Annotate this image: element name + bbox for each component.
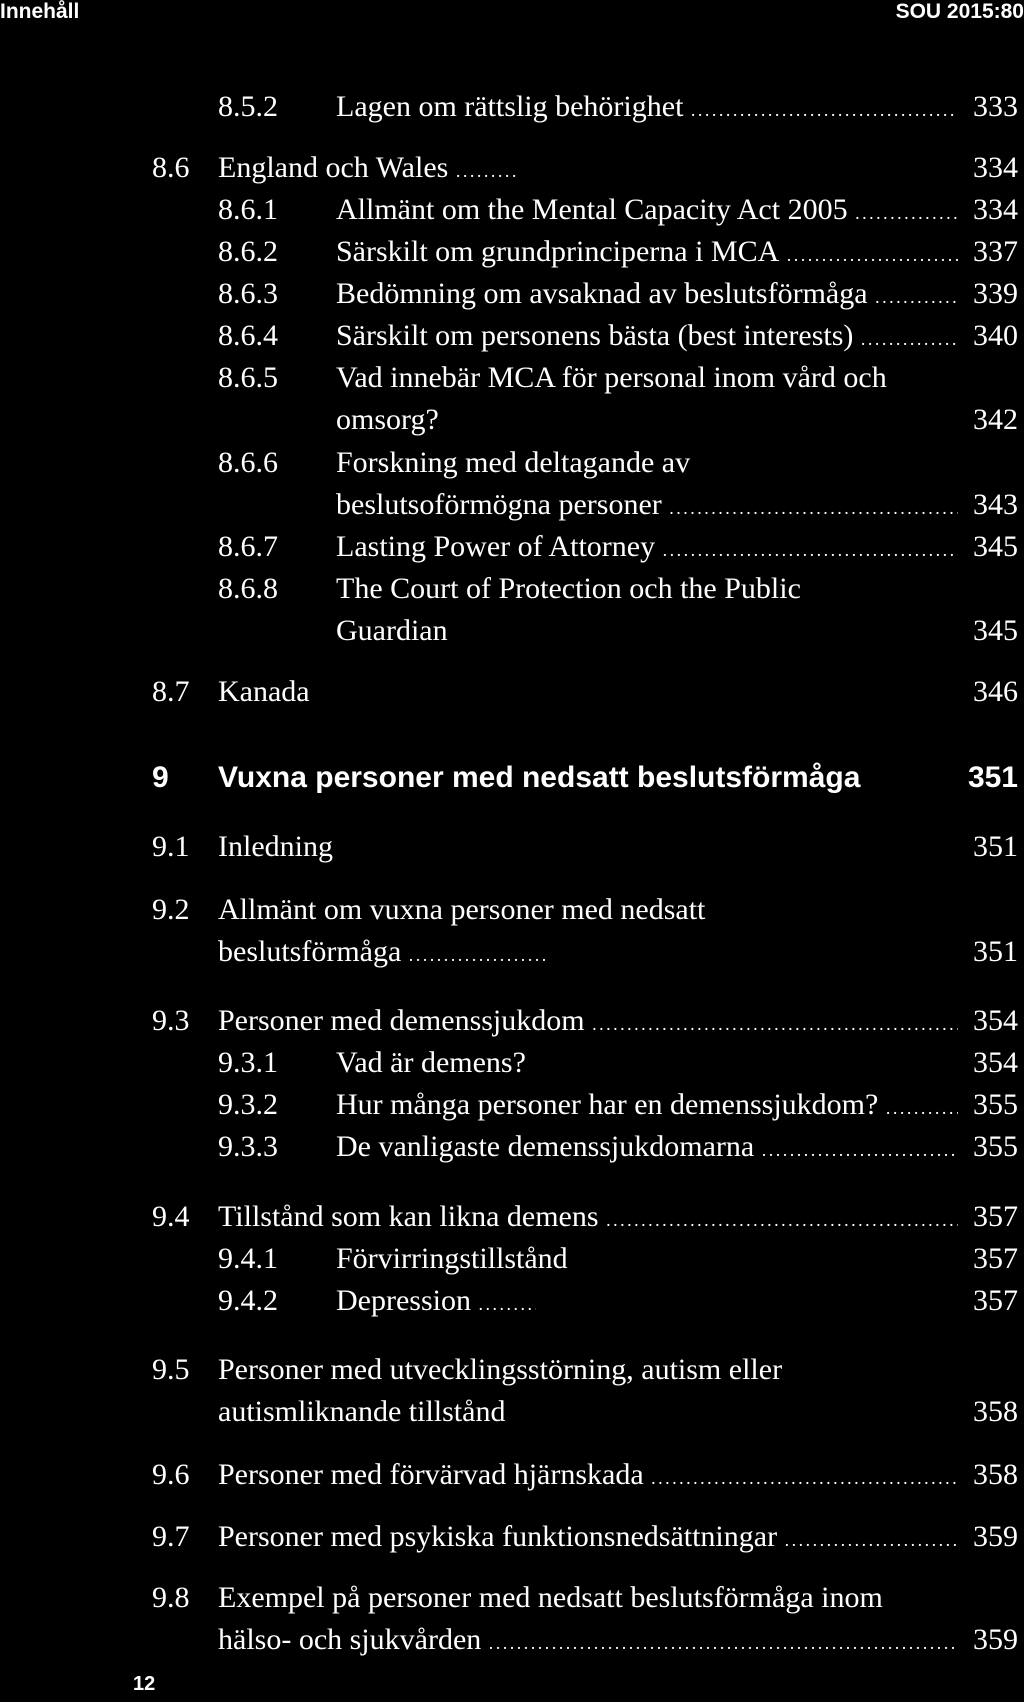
toc-entry-number: 8.6.6 [218, 446, 278, 479]
toc-entry-title: Lasting Power of Attorney . . . [336, 527, 958, 570]
toc-entry-title: Personer med demenssjukdom . . . [218, 1001, 958, 1044]
toc-entry-page: 355 [973, 1130, 1018, 1163]
toc-entry-title-line2: omsorg? [336, 403, 439, 436]
toc-entry-title: Vad innebär MCA för personal inom vård och [336, 361, 887, 394]
toc-entry-title: Kanada [218, 675, 310, 708]
toc-entry-page: 357 [973, 1200, 1018, 1233]
toc-entry-title: Personer med psykiska funktionsnedsättningar . . . [218, 1517, 958, 1560]
toc-entry-title: Depression . . . [336, 1281, 536, 1324]
toc-entry-title-line2: autismliknande tillstånd [218, 1395, 506, 1428]
toc-entry-number: 9.8 [152, 1581, 190, 1614]
toc-entry-page: 337 [973, 235, 1018, 268]
toc-entry-title: England och Wales . . . [218, 148, 518, 191]
toc-entry-page: 339 [973, 277, 1018, 310]
toc-entry-title: Allmänt om the Mental Capacity Act 2005 . . . [336, 190, 958, 233]
toc-entry-page: 351 [973, 830, 1018, 863]
toc-entry-page: 359 [973, 1623, 1018, 1656]
toc-entry-number: 9.3.3 [218, 1130, 278, 1163]
page-number: 12 [133, 1673, 156, 1695]
toc-entry-title-line2: beslutsoförmögna personer . . . [336, 485, 958, 528]
toc-entry-page: 334 [973, 151, 1018, 184]
toc-entry-page: 357 [973, 1284, 1018, 1317]
toc-entry-page: 343 [973, 488, 1018, 521]
toc-entry-title: Tillstånd som kan likna demens . . . [218, 1197, 958, 1240]
toc-entry-number: 9.3 [152, 1004, 190, 1037]
toc-entry-page: 354 [973, 1004, 1018, 1037]
toc-entry-title-line2: beslutsförmåga . . . [218, 932, 548, 975]
toc-entry-title: Personer med förvärvad hjärnskada . . . [218, 1455, 958, 1498]
toc-entry-number: 9.7 [152, 1520, 190, 1553]
toc-entry-page: 342 [973, 403, 1018, 436]
toc-entry-page: 345 [973, 530, 1018, 563]
toc-entry-page: 345 [973, 614, 1018, 647]
toc-entry-title: Lagen om rättslig behörighet . . . [336, 87, 958, 130]
toc-entry-title: Hur många personer har en demenssjukdom? . . . [336, 1085, 958, 1128]
toc-entry-title: Särskilt om personens bästa (best interests) . . . [336, 316, 958, 359]
toc-entry-number: 9.2 [152, 893, 190, 926]
toc-entry-number: 9.1 [152, 830, 190, 863]
toc-entry-title: Inledning [218, 830, 333, 863]
toc-entry-number: 9.3.2 [218, 1088, 278, 1121]
toc-chapter-number: 9 [152, 761, 169, 794]
toc-entry-page: 354 [973, 1046, 1018, 1079]
toc-entry-title: Vad är demens? [336, 1046, 526, 1079]
toc-entry-page: 359 [973, 1520, 1018, 1553]
toc-entry-page: 355 [973, 1088, 1018, 1121]
toc-entry-number: 9.5 [152, 1353, 190, 1386]
toc-entry-number: 8.6.3 [218, 277, 278, 310]
toc-entry-page: 333 [973, 90, 1018, 123]
toc-entry-page: 351 [973, 935, 1018, 968]
toc-entry-title: Bedömning om avsaknad av beslutsförmåga . . . [336, 274, 958, 317]
toc-entry-title-line2: hälso- och sjukvården . . . [218, 1620, 958, 1663]
toc-entry-number: 8.6.4 [218, 319, 278, 352]
toc-entry-page: 346 [973, 675, 1018, 708]
toc-entry-number: 8.6.1 [218, 193, 278, 226]
toc-entry-page: 357 [973, 1242, 1018, 1275]
toc-chapter-page: 351 [967, 761, 1018, 794]
toc-entry-title-line2: Guardian [336, 614, 448, 647]
toc-entry-number: 8.6 [152, 151, 190, 184]
toc-entry-page: 358 [973, 1395, 1018, 1428]
toc-entry-number: 8.6.8 [218, 572, 278, 605]
header-document-id: SOU 2015:80 [895, 0, 1024, 23]
toc-entry-number: 9.4.2 [218, 1284, 278, 1317]
toc-entry-number: 8.5.2 [218, 90, 278, 123]
toc-entry-number: 9.4 [152, 1200, 190, 1233]
toc-entry-title: Förvirringstillstånd [336, 1242, 568, 1275]
toc-entry-number: 8.6.5 [218, 361, 278, 394]
toc-entry-number: 9.6 [152, 1458, 190, 1491]
toc-entry-title: Personer med utvecklingsstörning, autism eller [218, 1353, 783, 1386]
toc-entry-title: Allmänt om vuxna personer med nedsatt [218, 893, 706, 926]
toc-entry-title: The Court of Protection och the Public [336, 572, 801, 605]
header-section-title: Innehåll [0, 0, 80, 23]
toc-entry-number: 9.3.1 [218, 1046, 278, 1079]
toc-entry-number: 9.4.1 [218, 1242, 278, 1275]
toc-entry-page: 358 [973, 1458, 1018, 1491]
toc-entry-title: Särskilt om grundprinciperna i MCA . . . [336, 232, 958, 275]
toc-entry-page: 340 [973, 319, 1018, 352]
toc-entry-number: 8.6.7 [218, 530, 278, 563]
toc-chapter-title: Vuxna personer med nedsatt beslutsförmåga [218, 761, 861, 794]
toc-entry-number: 8.6.2 [218, 235, 278, 268]
toc-entry-page: 334 [973, 193, 1018, 226]
toc-entry-title: De vanligaste demenssjukdomarna . . . [336, 1127, 958, 1170]
toc-entry-number: 8.7 [152, 675, 190, 708]
toc-entry-title: Forskning med deltagande av [336, 446, 691, 479]
toc-entry-title: Exempel på personer med nedsatt beslutsförmåga inom [218, 1581, 883, 1614]
